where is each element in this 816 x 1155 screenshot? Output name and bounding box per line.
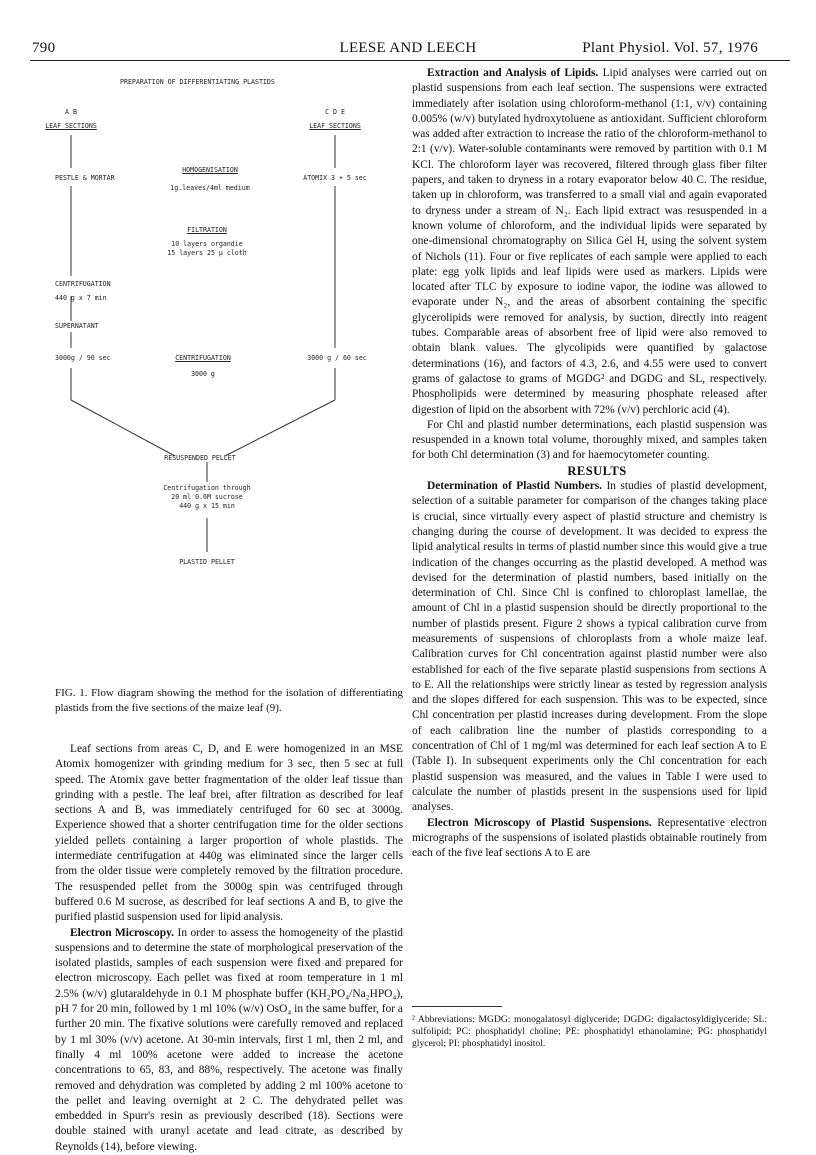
paragraph-chl-determination: For Chl and plastid number determinations, each plastid suspension was resuspended in a known total volume, thoroughly mixed, and samples taken for both Chl determination (3) and for haemocytometer counting. (412, 418, 767, 462)
pestle-mortar-step: PESTLE & MORTAR (55, 174, 115, 182)
homogenisation-heading: HOMOGENISATION (182, 166, 238, 174)
flow-title: PREPARATION OF DIFFERENTIATING PLASTIDS (120, 78, 275, 86)
centrifugation-left-heading: CENTRIFUGATION (55, 280, 111, 288)
running-head-authors: LEESE AND LEECH (339, 40, 477, 56)
text-electron-microscopy: In order to assess the homogeneity of the plastid suspensions and to determine the state of morphological preservation of the isolated plastids, samples of each suspension were fixed and prepared for electron microscopy. Each pellet was fixed at room temperature in 1 ml 2.5% (w/v) glutaraldehyde in 0.1 M phosphate buffer (KH₂PO₄/Na₂HPO₄), pH 7 for 20 min, followed by 1 ml 10% (w/v) OsO₄ in the same buffer, for a further 20 min. The fixative solutions were carefully removed and replaced by 1 ml 30% (v/v) acetone. At 30-min intervals, first 1 ml, then 2 ml, and finally 4 ml 100% acetone were added to increase the acetone concentrations to 65, 83, and 88%, respectively. The acetone was finally removed and dehydration was completed by adding 2 ml 100% acetone to the pellet and leaving overnight at 2 C. The dehydrated pellet was embedded in Spurr's resin as previously described (18). Sections were double stained with uranyl acetate and lead citrate, as described by Reynolds (14), before viewing. (55, 926, 404, 1153)
paragraph-em-suspensions (412, 816, 767, 862)
branch-ab-letters: A B (65, 108, 77, 116)
sucrose-line-2: 20 ml 0.6M sucrose (171, 493, 243, 501)
running-head-journal: Plant Physiol. Vol. 57, 1976 (582, 40, 758, 56)
filtration-heading: FILTRATION (187, 226, 227, 234)
footnote-abbreviations: ² Abbreviations: MGDG: monogalatosyl diglyceride; DGDG: digalactosyldiglyceride; SL: sulfolipid; PC: phosphatidyl choline; PE: phosphatidyl ethanolamine; PG: phosphatidyl glycerol; PI: phosphatidyl inositol. (412, 1014, 767, 1050)
right-column (412, 66, 767, 861)
resuspended-pellet-label: RESUSPENDED PELLET (164, 454, 236, 462)
sucrose-line-1: Centrifugation through (163, 484, 251, 492)
heading-em-suspensions: Electron Microscopy of Plastid Suspensions. (427, 816, 652, 829)
atomix-step: ATOMIX 3 + 5 sec (303, 174, 367, 182)
paragraph-lipid-analysis (412, 66, 767, 418)
connector-line (225, 400, 335, 456)
text-plastid-numbers: In studies of plastid development, selection of a suitable parameter for comparison of the changes taking place is crucial, since virtually every aspect of plastid structure and chemistry is changing during the course of development. It was decided to express the lipid analytical results in terms of plastid number since this would give a true indication of the changes occurring as the plastid developed. A method was devised for the determination of plastid numbers, based initially on the determination of Chl. Since Chl is confined to chloroplast lamellae, the amount of Chl in a plastid suspension should be directly proportional to the number of plastids present. Figure 2 shows a typical calibration curve from measurements of suspensions of chloroplasts from a whole maize leaf. Calibration curves for Chl concentration against plastid number were also established for each of the five separate plastid suspensions from sections A to E. All the relationships were strictly linear as tested by regression analysis and the slopes differed for each suspension. This was to be expected, since Chl concentration per plastid increases during development. From the slope of each calibration line the number of plastids corresponding to a concentration of Chl of 1 mg/ml was determined for each leaf section A to E (Table I). In subsequent experiments only the Chl concentration for each plastid suspension was measured, and the values in Table I were used to calculate the number of plastids present in the suspensions used for lipid analyses. (412, 480, 767, 814)
filtration-line-2: 15 layers 25 μ cloth (167, 249, 247, 257)
centrifugation-center-value: 3000 g (191, 370, 215, 378)
results-title: RESULTS (567, 463, 627, 478)
footnote-rule (412, 1006, 502, 1007)
homogenisation-ratio: 1g.leaves/4ml medium (170, 184, 250, 192)
text-em-suspensions: Representative electron micrographs of the suspensions of isolated plastids obtainable routinely from each of the five leaf sections A to E are (412, 816, 767, 860)
left-spin-label: 3000g / 90 sec (55, 354, 111, 362)
branch-ab-heading: LEAF SECTIONS (45, 122, 97, 130)
sucrose-line-3: 440 g x 15 min (179, 502, 235, 510)
centrifugation-left-value: 440 g x 7 min (55, 294, 107, 302)
heading-lipid-analysis: Extraction and Analysis of Lipids. (427, 67, 599, 79)
branch-cde-heading: LEAF SECTIONS (309, 122, 361, 130)
text-lipid-analysis: Lipid analyses were carried out on plastid suspensions from each leaf section. The suspensions were extracted immediately after isolation using chloroform-methanol (1:1, v/v) containing 0.005% (w/v) butylated hydroxytoluene as antioxidant. Sufficient chloroform was added after extraction to increase the ratio of the chloroform-methanol to 2:1 (v/v). Water-soluble contaminants were removed by partition with 0.1 M KCl. The chloroform layer was recovered, filtered through glass fiber filter papers, and taken to dryness in a rotary evaporator below 40 C. The residue, taken up in chloroform, was transferred to a small vial and again evaporated to dryness under a stream of N₂. Each lipid extract was resuspended in a known volume of chloroform, and the individual lipids were separated by one-dimensional chromatography on Silica Gel H, using the solvent system of Nichols (11). Four or five replicates of each sample were applied to each plate: egg yolk lipids and leaf lipids were used as markers. Lipids were located after TLC by exposure to iodine vapor, the iodine was allowed to evaporate under N₂, and the areas of absorbent containing the specific glycerolipids were removed for analysis, by suction, directly into reagent tubes. Comparable areas of absorbent free of lipid were also removed to obtain blank values. The glycolipids were quantified by galactose determinations (16), and factors of 4.3, 2.6, and 4.55 were used to convert grams of galactose to grams of MGDG² and DGDG and SL, respectively. Phospholipids were determined by measuring phosphate released after digestion of lipid on the absorbent with 72% (v/v) perchloric acid (4). (412, 67, 767, 416)
page-number: 790 (32, 40, 56, 56)
flow-diagram-lines (55, 68, 403, 638)
supernatant-label: SUPERNATANT (55, 322, 99, 330)
right-spin-label: 3000 g / 60 sec (307, 354, 367, 362)
connector-line (71, 400, 175, 456)
branch-cde-letters: C D E (325, 108, 345, 116)
centrifugation-center-heading: CENTRIFUGATION (175, 354, 231, 362)
plastid-pellet-label: PLASTID PELLET (179, 558, 235, 566)
filtration-line-1: 10 layers organdie (171, 240, 243, 248)
heading-plastid-numbers: Determination of Plastid Numbers. (427, 480, 603, 493)
paragraph-homogenization: Leaf sections from areas C, D, and E were homogenized in an MSE Atomix homogenizer with grinding medium for 3 sec, then 5 sec at full speed. The Atomix gave better fragmentation of the older leaf tissue than grinding with a pestle. The leaf brei, after filtration as described for leaf sections A and B, was immediately centrifuged for 60 sec at 3000g. Experience showed that a shorter centrifugation time for the older sections yielded pellets containing a larger proportion of whole plastids. The intermediate centrifugation at 440g was eliminated since the larger cells from the older tissue were completely removed by the filtration procedure. The resuspended pellet from the 3000g spin was centrifuged through buffered 0.6 M sucrose, as described for leaf sections A and B, to give the purified plastid suspension used for lipid analysis. (55, 743, 403, 924)
paragraph-plastid-numbers (412, 479, 767, 816)
paragraph-electron-microscopy (55, 926, 403, 1155)
header-rule (30, 60, 790, 61)
left-column (55, 742, 403, 1155)
flow-diagram (45, 68, 403, 638)
figure-caption: FIG. 1. Flow diagram showing the method for the isolation of differentiating plastids from the five sections of the maize leaf (9). (55, 687, 403, 714)
heading-electron-microscopy: Electron Microscopy. (70, 926, 175, 939)
